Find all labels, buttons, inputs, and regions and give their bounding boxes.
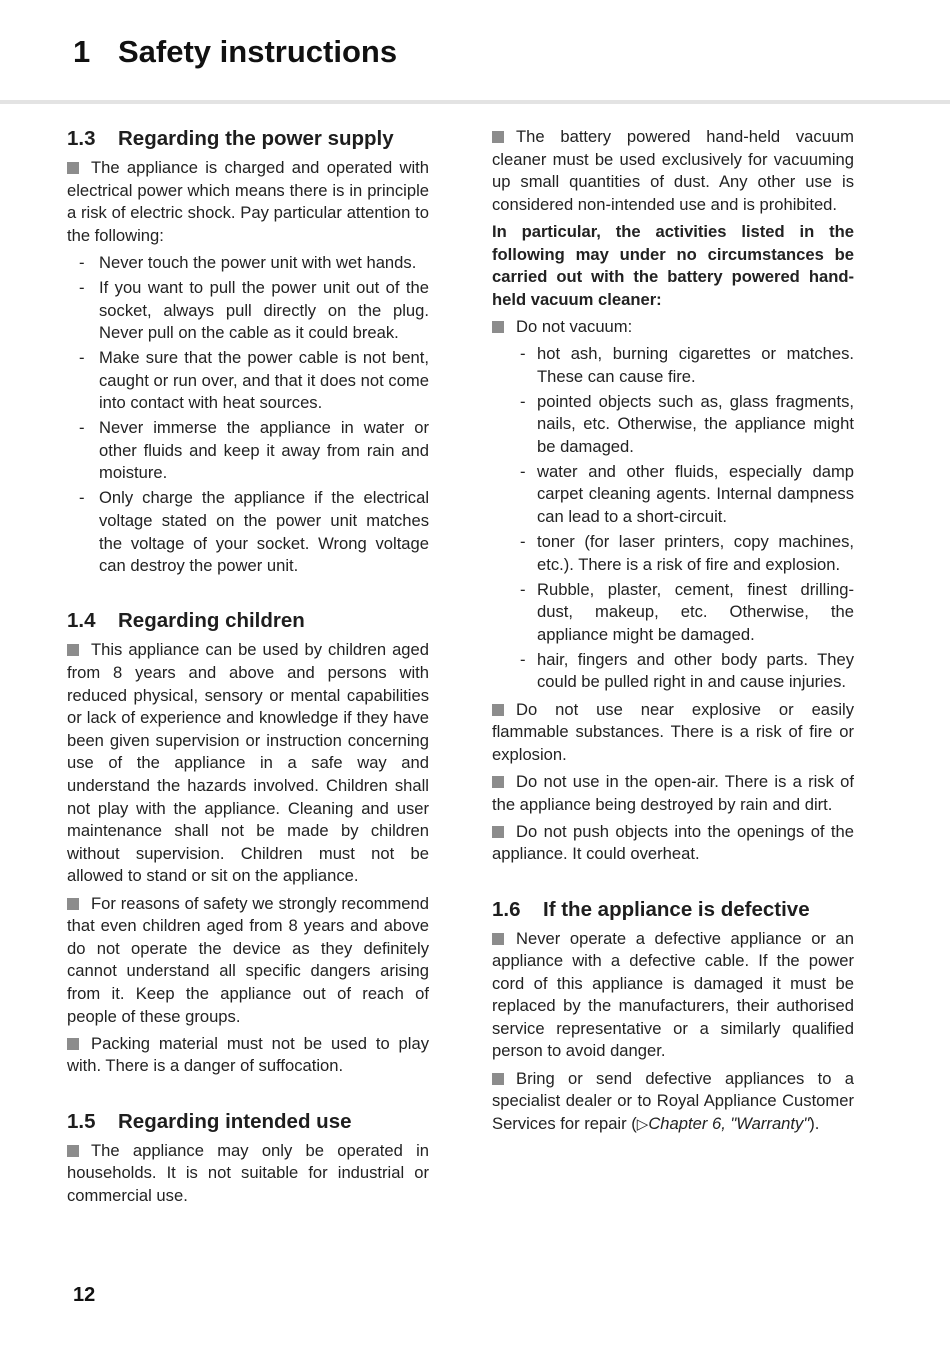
list-item: - hair, fingers and other body parts. They could be pulled right in and cause injuries. xyxy=(520,649,854,692)
square-bullet-icon xyxy=(492,321,504,333)
paragraph: Do not use near explosive or easily flammable substances. There is a risk of fire or explosion. xyxy=(492,699,854,764)
square-bullet-icon xyxy=(492,826,504,838)
square-bullet-icon xyxy=(492,933,504,945)
paragraph: Do not vacuum: xyxy=(492,316,854,339)
square-bullet-icon xyxy=(67,644,79,656)
list-item: - Only charge the appliance if the electrical voltage stated on the power unit matches the voltage of your socket. Wrong voltage can destroy the power unit. xyxy=(79,488,429,576)
square-bullet-icon xyxy=(492,1073,504,1085)
paragraph: The appliance may only be operated in households. It is not suitable for industrial or commercial use. xyxy=(67,1140,429,1205)
paragraph: Packing material must not be used to play with. There is a danger of suffocation. xyxy=(67,1033,429,1076)
paragraph: Never operate a defective appliance or an appliance with a defective cable. If the power cord of this appliance is damaged it must be replaced by the manufacturers, their authorised service representative or a similarly qualified person to avoid danger. xyxy=(492,928,854,1061)
section-heading-1-5: 1.5 Regarding intended use xyxy=(67,1109,352,1133)
list-item: - Never touch the power unit with wet hands. xyxy=(79,252,417,272)
paragraph: Do not use in the open-air. There is a risk of the appliance being destroyed by rain and dirt. xyxy=(492,771,854,814)
paragraph: Do not push objects into the openings of the appliance. It could overheat. xyxy=(492,821,854,864)
paragraph: The battery powered hand-held vacuum cleaner must be used exclusively for vacuuming up small quantities of dust. Any other use is considered non-intended use and is prohibited. xyxy=(492,127,854,214)
paragraph: Bring or send defective appliances to a specialist dealer or to Royal Appliance Customer Services for repair (▷Chapter 6, "Warranty"). xyxy=(492,1068,854,1133)
list-item: - Never immerse the appliance in water or other fluids and keep it away from rain and moisture. xyxy=(79,418,429,483)
section-heading-1-4: 1.4 Regarding children xyxy=(67,609,305,633)
chapter-title xyxy=(73,34,397,70)
cross-reference-arrow-icon: ▷ xyxy=(636,1115,649,1133)
square-bullet-icon xyxy=(67,1038,79,1050)
square-bullet-icon xyxy=(67,162,79,174)
square-bullet-icon xyxy=(67,898,79,910)
square-bullet-icon xyxy=(492,704,504,716)
chapter-cross-reference-link[interactable]: Chapter 6, "Warranty" xyxy=(648,1113,810,1133)
square-bullet-icon xyxy=(67,1145,79,1157)
paragraph: This appliance can be used by children aged from 8 years and above and persons with reduced physical, sensory or mental capabilities or lack of experience and knowledge if they have been given supervision or instruction concerning use of the appliance in a safe way and understand the hazards involved. Children shall not play with the appliance. Cleaning and user maintenance shall not be made by children without supervision. Children must not be allowed to stand or sit on the appliance. xyxy=(67,640,429,886)
dash-list xyxy=(67,252,429,578)
page-header xyxy=(0,0,950,104)
list-item: - If you want to pull the power unit out of the socket, always pull directly on the plug. Never pull on the cable as it could break. xyxy=(79,277,429,343)
square-bullet-icon xyxy=(492,131,504,143)
list-item: - hot ash, burning cigarettes or matches. These can cause fire. xyxy=(520,344,854,386)
section-heading-1-3: 1.3 Regarding the power supply xyxy=(67,127,394,150)
paragraph: The appliance is charged and operated with electrical power which means there is in principle a risk of electric shock. Pay particular attention to the following: xyxy=(67,158,429,245)
left-column xyxy=(67,126,429,1212)
section-heading-1-6: 1.6 If the appliance is defective xyxy=(492,897,810,921)
chapter-number: 1 xyxy=(73,34,91,69)
page-number: 12 xyxy=(73,1284,96,1306)
list-item: - Make sure that the power cable is not bent, caught or run over, and that it does not come into contact with heat sources. xyxy=(79,348,429,413)
right-column xyxy=(492,126,854,1141)
list-item: - water and other fluids, especially damp carpet cleaning agents. Internal dampness can lead to a short-circuit. xyxy=(520,461,854,527)
list-item: - toner (for laser printers, copy machines, etc.). There is a risk of fire and explosion. xyxy=(520,532,854,574)
chapter-title-text: Safety instructions xyxy=(118,34,398,69)
paragraph: For reasons of safety we strongly recommend that even children aged from 8 years and above do not operate the device as they definitely cannot understand all specific dangers arising from it. Keep the appliance out of reach of people of these groups. xyxy=(67,893,429,1026)
square-bullet-icon xyxy=(492,776,504,788)
list-item: - Rubble, plaster, cement, finest drilling-dust, makeup, etc. Otherwise, the appliance might be damaged. xyxy=(520,579,854,644)
list-item: - pointed objects such as, glass fragments, nails, etc. Otherwise, the appliance might be damaged. xyxy=(520,391,854,456)
bold-warning: In particular, the activities listed in the following may under no circumstances be carried out with the battery powered hand-held vacuum cleaner: xyxy=(492,221,854,309)
dash-list xyxy=(492,343,854,694)
